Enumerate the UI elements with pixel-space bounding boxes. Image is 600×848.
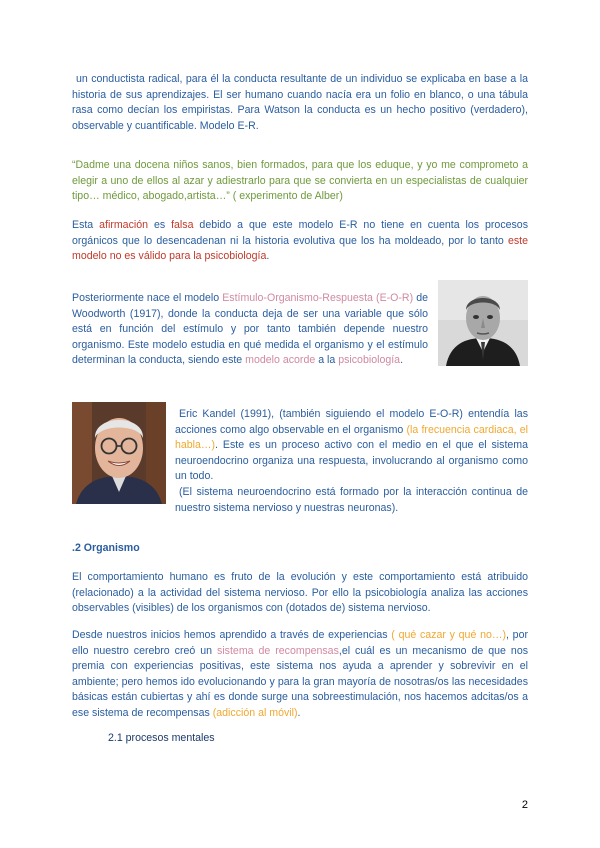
text-span: . Este es un proceso activo con el medio en el que el sistema neuroendocrino organiza una respuesta, involucrando al organismo como un todo. (175, 439, 528, 483)
highlight-adiccion: (adicción al móvil) (212, 706, 298, 719)
watson-quote-text: “Dadme una docena niños sanos, bien formados, para que los eduque, y yo me comprometo a elegir a uno de ellos al azar y adiestrarlo para que se convierta en un especialistas de cualquier tipo… médico, abogado,artista…” ( experimento de Alber) (72, 159, 528, 203)
text-span: ,el cuál es un mecanismo de que nos premia con experiencias positivas, este sistema nos ayuda a aprender y sobrevivir en el ambiente; pero hemos ido evolucionando y para la gran mayoría de nosotras/os las necesidades básicas están cubiertas y ahí es donde surge una sobreestimulación, nos hacemos adcitas/os a ese sistema de recompensas (72, 644, 529, 719)
text-span: Eric Kandel (1991), (también siguiendo el modelo E-O-R) entendía las acciones como algo observable en el organismo (175, 408, 528, 436)
text-span: de Woodworth (1917), donde la conducta deja de ser una variable que sólo está en función del estímulo y por tanto también depende nuestro organismo. Este modelo estudia en qué medida el organismo y el estímulo determinan la conducta, siendo este (72, 292, 429, 367)
text-span: (El sistema neuroendocrino está formado por la interacción continua de nuestro sistema nervioso y nuestras neuronas). (175, 485, 528, 514)
text-span: es (148, 219, 172, 231)
highlight-afirmacion: afirmación (99, 219, 149, 231)
highlight-sistema-recompensas: sistema de recompensas (217, 644, 339, 657)
paragraph-recompensas (72, 628, 528, 722)
paragraph-organismo-text: El comportamiento humano es fruto de la evolución y este comportamiento está atribuido (relacionado) a la actividad del sistema nervioso. Por ello la psicobiología analiza las acciones observables (visibles) de los organismos con (dotados de) sistema nervioso. (72, 571, 528, 615)
kandel-photo (72, 402, 166, 504)
woodworth-photo (438, 280, 528, 366)
text-span: a la (315, 354, 339, 367)
text-span: , por ello nuestro cerebro creó un (72, 629, 528, 657)
text-span: . (400, 354, 404, 367)
highlight-falsa: falsa (171, 219, 194, 231)
paragraph-model-er (72, 218, 528, 265)
page-number: 2 (521, 799, 528, 811)
highlight-psicobiologia: psicobiología (338, 354, 401, 367)
paragraph-watson-text: un conductista radical, para él la conducta resultante de un individuo se explicaba en base a la historia de sus aprendizajes. El ser humano cuando nacía era un folio en blanco, o una tábula rasa como decían los empiristas. Para Watson la conducta es un hecho positivo (verdadero), observable y cuantificable. Modelo E-R. (72, 73, 528, 132)
text-span: . (266, 250, 270, 263)
highlight-modelo-acorde: modelo acorde (245, 354, 316, 367)
highlight-cazar: ( qué cazar y qué no…) (391, 629, 506, 641)
text-span: Desde nuestros inicios hemos aprendido a través de experiencias (72, 629, 392, 641)
watson-quote (72, 158, 528, 205)
text-span: Posteriormente nace el modelo (72, 292, 223, 304)
paragraph-organismo (72, 570, 528, 617)
paragraph-watson (72, 72, 528, 134)
subsection-heading: 2.1 procesos mentales (108, 732, 215, 744)
paragraph-eor-model (72, 291, 428, 369)
highlight-examples: (la frecuencia cardiaca, el habla…) (175, 423, 528, 452)
highlight-not-valid: este modelo no es válido para la psicobiología (72, 234, 528, 263)
section-heading: .2 Organismo (72, 542, 140, 554)
highlight-eor: Estímulo-Organismo-Respuesta (E-O-R) (222, 292, 414, 304)
text-span: Esta (72, 219, 100, 231)
text-span: . (297, 706, 301, 719)
paragraph-kandel (175, 407, 528, 516)
text-span: debido a que este modelo E-R no tiene en cuenta los procesos orgánicos que lo desencadenan ni la historia evolutiva que los ha moldeado, por lo tanto (72, 219, 528, 247)
